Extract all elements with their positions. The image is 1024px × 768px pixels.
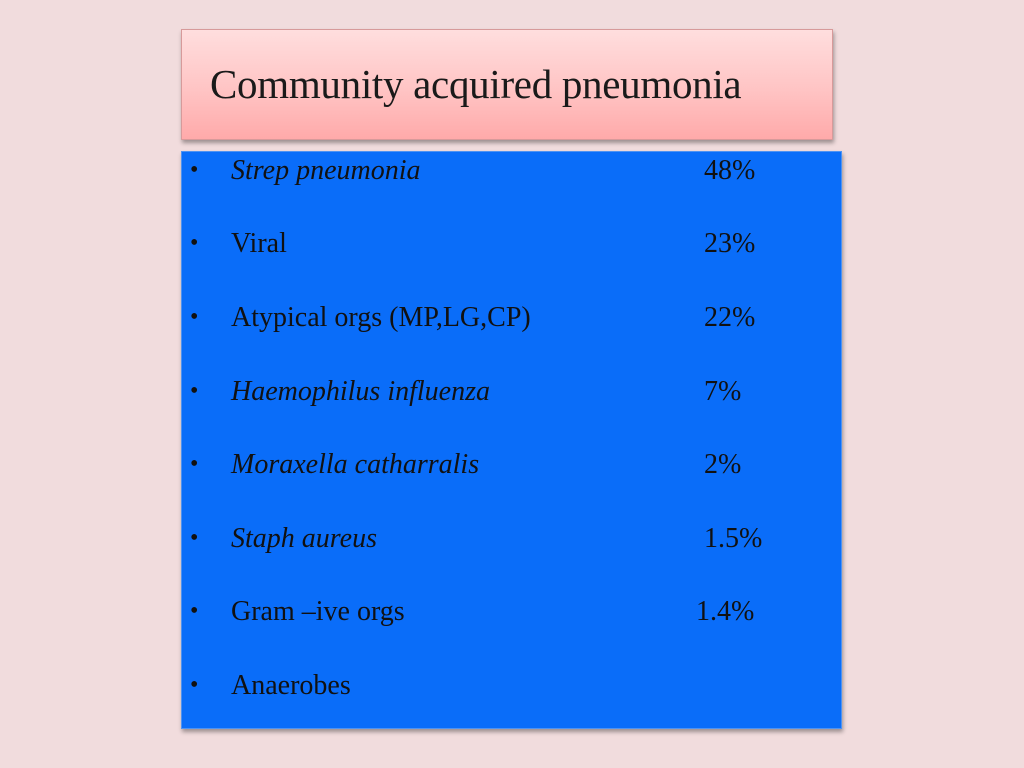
- list-item-staph-aureus: [182, 523, 841, 563]
- percentage-value: 48%: [704, 155, 756, 186]
- organism-label: Atypical orgs (MP,LG,CP): [231, 302, 531, 333]
- organism-label: Moraxella catharralis: [231, 449, 480, 480]
- organism-label: Staph aureus: [231, 523, 377, 554]
- bullet-list-box: [181, 151, 842, 729]
- bullet-icon: •: [190, 304, 199, 330]
- bullet-icon: •: [190, 451, 199, 477]
- slide-title-box: [181, 29, 833, 140]
- list-item-anaerobes: [182, 670, 841, 710]
- organism-label: Haemophilus influenza: [231, 376, 490, 407]
- organism-label: Gram –ive orgs: [231, 596, 405, 627]
- percentage-value: 2%: [704, 449, 742, 480]
- bullet-icon: •: [190, 157, 199, 183]
- list-item-atypical-orgs: [182, 302, 841, 342]
- percentage-value: 7%: [704, 376, 742, 407]
- percentage-value: 23%: [704, 228, 756, 259]
- bullet-icon: •: [190, 525, 199, 551]
- organism-label: Viral: [231, 228, 287, 259]
- bullet-icon: •: [190, 672, 199, 698]
- percentage-value: 22%: [704, 302, 756, 333]
- bullet-icon: •: [190, 230, 199, 256]
- bullet-icon: •: [190, 378, 199, 404]
- percentage-value: 1.4%: [696, 596, 755, 627]
- list-item-viral: [182, 228, 841, 268]
- organism-label: Strep pneumonia: [231, 155, 421, 186]
- list-item-strep-pneumonia: [182, 155, 841, 195]
- list-item-gram-negative: [182, 596, 841, 636]
- percentage-value: 1.5%: [704, 523, 763, 554]
- slide-title: Community acquired pneumonia: [210, 61, 742, 107]
- organism-label: Anaerobes: [231, 670, 351, 701]
- bullet-icon: •: [190, 598, 199, 624]
- list-item-haemophilus: [182, 376, 841, 416]
- list-item-moraxella: [182, 449, 841, 489]
